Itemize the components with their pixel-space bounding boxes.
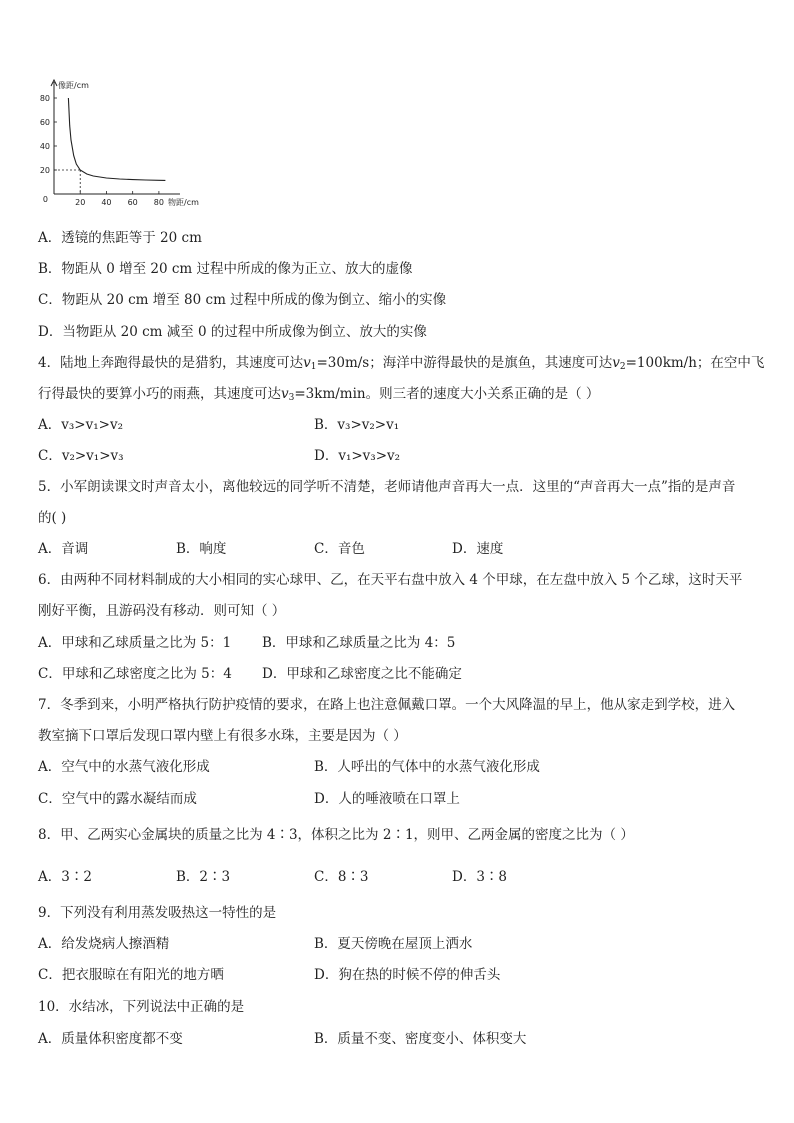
q7-line-2: 教室摘下口罩后发现口罩内壁上有很多水珠，主要是因为（ ） xyxy=(38,728,407,744)
y-axis-label: 像距/cm xyxy=(58,81,89,90)
q6-option-d: D．甲球和乙球密度之比不能确定 xyxy=(262,666,462,682)
q4-option-c: C．v₂>v₁>v₃ xyxy=(38,448,124,464)
q7-option-a: A．空气中的水蒸气液化形成 xyxy=(38,759,210,775)
q3-option-a: A．透镜的焦距等于 20 cm xyxy=(38,230,202,246)
q8-line-1: 8．甲、乙两实心金属块的质量之比为 4∶3，体积之比为 2∶1，则甲、乙两金属的密度之比为（ ） xyxy=(38,827,634,843)
q8-option-c: C．8∶3 xyxy=(314,869,369,885)
q9-option-d: D．狗在热的时候不停的伸舌头 xyxy=(314,967,501,983)
q4-line-1: 4．陆地上奔跑得最快的是猎豹，其速度可达$v_1=30m/s$；海洋中游得最快的是旗鱼，其速度可达$v_2=100km/h$；在空中飞 xyxy=(38,355,765,372)
q3-option-d: D．当物距从 20 cm 减至 0 的过程中所成像为倒立、放大的实像 xyxy=(38,324,427,340)
q4-option-d: D．v₁>v₃>v₂ xyxy=(314,448,401,464)
y-tick-label: 40 xyxy=(39,142,50,151)
q7-option-c: C．空气中的露水凝结而成 xyxy=(38,791,197,807)
q6-option-c: C．甲球和乙球密度之比为 5：4 xyxy=(38,666,232,682)
series-line xyxy=(68,98,165,180)
x-axis-label: 物距/cm xyxy=(168,198,199,207)
x-tick-label: 40 xyxy=(101,198,112,207)
q10-line-1: 10．水结冰，下列说法中正确的是 xyxy=(38,999,245,1015)
q6-option-b: B．甲球和乙球质量之比为 4：5 xyxy=(262,635,456,651)
q9-option-a: A．给发烧病人擦酒精 xyxy=(38,936,170,952)
q5-line-2: 的( ) xyxy=(38,510,67,526)
y-tick-label: 80 xyxy=(39,94,50,103)
q5-line-1: 5．小军朗读课文时声音太小，离他较远的同学听不清楚，老师请他声音再大一点．这里的“声音再大一点”指的是声音 xyxy=(38,479,736,495)
q3-option-b: B．物距从 0 增至 20 cm 过程中所成的像为正立、放大的虚像 xyxy=(38,261,413,277)
q9-line-1: 9．下列没有利用蒸发吸热这一特性的是 xyxy=(38,905,277,921)
x-tick-label: 80 xyxy=(153,198,164,207)
q5-option-d: D．速度 xyxy=(452,541,504,557)
origin-label: 0 xyxy=(42,195,48,204)
q6-line-1: 6．由两种不同材料制成的大小相同的实心球甲、乙，在天平右盘中放入 4 个甲球，在左盘中放入 5 个乙球，这时天平 xyxy=(38,572,743,588)
q8-option-a: A．3∶2 xyxy=(38,869,92,885)
q8-option-b: B．2∶3 xyxy=(176,869,231,885)
q8-option-d: D．3∶8 xyxy=(452,869,508,885)
q6-line-2: 刚好平衡，且游码没有移动．则可知（ ） xyxy=(38,603,286,619)
q9-option-c: C．把衣服晾在有阳光的地方晒 xyxy=(38,967,224,983)
x-tick-label: 60 xyxy=(127,198,138,207)
q9-option-b: B．夏天傍晚在屋顶上洒水 xyxy=(314,936,473,952)
q4-option-b: B．v₃>v₂>v₁ xyxy=(314,417,400,433)
q7-line-1: 7．冬季到来，小明严格执行防护疫情的要求，在路上也注意佩戴口罩。一个大风降温的早上，他从家走到学校，进入 xyxy=(38,697,736,713)
q6-option-a: A．甲球和乙球质量之比为 5：1 xyxy=(38,635,232,651)
q10-option-a: A．质量体积密度都不变 xyxy=(38,1031,183,1047)
q7-option-b: B．人呼出的气体中的水蒸气液化形成 xyxy=(314,759,540,775)
q3-option-c: C．物距从 20 cm 增至 80 cm 过程中所成的像为倒立、缩小的实像 xyxy=(38,292,447,308)
x-tick-label: 20 xyxy=(75,198,86,207)
q4-option-a: A．v₃>v₁>v₂ xyxy=(38,417,123,433)
q10-option-b: B．质量不变、密度变小、体积变大 xyxy=(314,1031,527,1047)
y-tick-label: 20 xyxy=(39,166,50,175)
q4-line-2: 行得最快的要算小巧的雨燕，其速度可达$v_3=3km/\min$。则三者的速度大小关系正确的是（ ） xyxy=(38,386,600,403)
q5-option-b: B．响度 xyxy=(176,541,227,557)
q5-option-a: A．音调 xyxy=(38,541,89,557)
image-distance-chart xyxy=(30,78,200,218)
q7-option-d: D．人的唾液喷在口罩上 xyxy=(314,791,460,807)
q5-option-c: C．音色 xyxy=(314,541,365,557)
y-tick-label: 60 xyxy=(39,118,50,127)
